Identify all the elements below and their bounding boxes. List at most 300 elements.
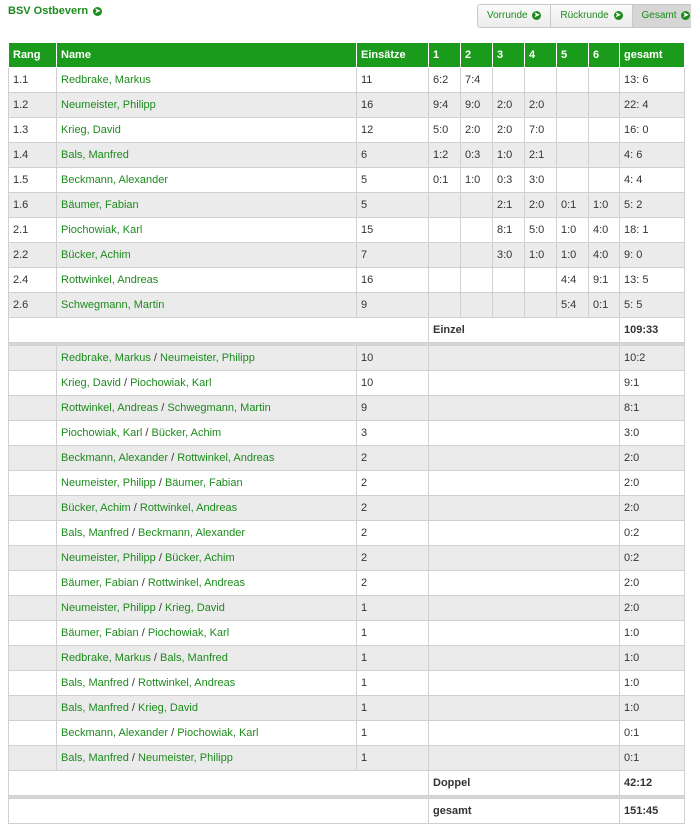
gesamt-cell: 22: 4 bbox=[620, 93, 685, 118]
round-6-cell: 4:0 bbox=[589, 243, 620, 268]
rank-cell: 1.4 bbox=[9, 143, 57, 168]
pair-separator: / bbox=[155, 602, 165, 614]
doubles-pair-cell bbox=[57, 671, 357, 696]
round-4-cell bbox=[525, 68, 557, 93]
rank-cell bbox=[9, 421, 57, 446]
rank-cell bbox=[9, 696, 57, 721]
col-header-6: 6 bbox=[589, 43, 620, 68]
round-3-cell bbox=[493, 293, 525, 318]
pair-separator: / bbox=[142, 427, 152, 439]
gesamt-cell: 13: 5 bbox=[620, 268, 685, 293]
round-4-cell: 7:0 bbox=[525, 118, 557, 143]
round-3-cell: 8:1 bbox=[493, 218, 525, 243]
col-header-2: 2 bbox=[461, 43, 493, 68]
player-link[interactable]: Piochowiak, Karl bbox=[130, 377, 212, 389]
col-header-einsaetze: Einsätze bbox=[357, 43, 429, 68]
summary-spacer bbox=[9, 799, 429, 824]
round-3-cell bbox=[493, 68, 525, 93]
round-3-cell: 0:3 bbox=[493, 168, 525, 193]
rank-cell bbox=[9, 621, 57, 646]
player-link[interactable]: Neumeister, Philipp bbox=[138, 752, 233, 764]
einsaetze-cell: 1 bbox=[357, 596, 429, 621]
summary-total: 42:12 bbox=[620, 771, 685, 796]
doubles-pair-cell bbox=[57, 521, 357, 546]
round-1-cell: 9:4 bbox=[429, 93, 461, 118]
round-3-cell bbox=[493, 268, 525, 293]
player-name-cell bbox=[57, 293, 357, 318]
table-row bbox=[9, 646, 685, 671]
pair-separator: / bbox=[155, 477, 165, 489]
rank-cell bbox=[9, 396, 57, 421]
gesamt-cell: 16: 0 bbox=[620, 118, 685, 143]
table-row bbox=[9, 293, 685, 318]
einsaetze-cell: 10 bbox=[357, 346, 429, 371]
table-row bbox=[9, 396, 685, 421]
col-header-1: 1 bbox=[429, 43, 461, 68]
round-6-cell bbox=[589, 143, 620, 168]
round-6-cell bbox=[589, 93, 620, 118]
col-header-name: Name bbox=[57, 43, 357, 68]
einsaetze-cell: 2 bbox=[357, 496, 429, 521]
round-6-cell: 1:0 bbox=[589, 193, 620, 218]
doubles-pair-cell bbox=[57, 396, 357, 421]
round-3-cell: 3:0 bbox=[493, 243, 525, 268]
table-row bbox=[9, 721, 685, 746]
round-4-cell: 5:0 bbox=[525, 218, 557, 243]
player-name-cell bbox=[57, 218, 357, 243]
doubles-pair-cell bbox=[57, 571, 357, 596]
round-1-cell: 5:0 bbox=[429, 118, 461, 143]
gesamt-cell: 9: 0 bbox=[620, 243, 685, 268]
round-4-cell: 1:0 bbox=[525, 243, 557, 268]
rank-cell: 1.6 bbox=[9, 193, 57, 218]
round-1-cell: 6:2 bbox=[429, 68, 461, 93]
player-link[interactable]: Piochowiak, Karl bbox=[147, 627, 230, 639]
pair-separator: / bbox=[138, 627, 148, 639]
rounds-blank-cell bbox=[429, 721, 620, 746]
player-link[interactable]: Bücker, Achim bbox=[151, 427, 222, 439]
doppel-summary-row bbox=[9, 771, 685, 796]
gesamt-cell: 0:2 bbox=[620, 521, 685, 546]
player-link[interactable]: Piochowiak, Karl bbox=[61, 224, 143, 236]
table-row bbox=[9, 596, 685, 621]
gesamt-cell: 13: 6 bbox=[620, 68, 685, 93]
rank-cell: 2.1 bbox=[9, 218, 57, 243]
round-5-cell bbox=[557, 168, 589, 193]
player-link[interactable]: Bäumer, Fabian bbox=[61, 577, 139, 589]
player-link[interactable]: Piochowiak, Karl bbox=[61, 427, 143, 439]
circle-arrow-right-icon: ➤ bbox=[682, 11, 689, 19]
player-link[interactable]: Bäumer, Fabian bbox=[61, 627, 139, 639]
table-row bbox=[9, 571, 685, 596]
table-row bbox=[9, 671, 685, 696]
pair-separator: / bbox=[120, 377, 131, 389]
rank-cell bbox=[9, 646, 57, 671]
player-link[interactable]: Neumeister, Philipp bbox=[61, 99, 156, 111]
round-5-cell bbox=[557, 68, 589, 93]
rounds-blank-cell bbox=[429, 546, 620, 571]
round-6-cell: 9:1 bbox=[589, 268, 620, 293]
table-header-row bbox=[9, 43, 685, 68]
einsaetze-cell: 1 bbox=[357, 721, 429, 746]
table-row bbox=[9, 143, 685, 168]
doubles-pair-cell bbox=[57, 446, 357, 471]
player-link[interactable]: Neumeister, Philipp bbox=[160, 352, 255, 364]
table-row bbox=[9, 421, 685, 446]
round-5-cell: 5:4 bbox=[557, 293, 589, 318]
rank-cell: 1.3 bbox=[9, 118, 57, 143]
player-link[interactable]: Piochowiak, Karl bbox=[177, 727, 259, 739]
round-1-cell bbox=[429, 268, 461, 293]
rank-cell bbox=[9, 521, 57, 546]
player-link[interactable]: Rottwinkel, Andreas bbox=[61, 274, 159, 286]
einsaetze-cell: 2 bbox=[357, 446, 429, 471]
player-link[interactable]: Rottwinkel, Andreas bbox=[61, 402, 159, 414]
gesamt-cell: 8:1 bbox=[620, 396, 685, 421]
round-4-cell: 2:0 bbox=[525, 193, 557, 218]
gesamt-cell: 4: 4 bbox=[620, 168, 685, 193]
rounds-blank-cell bbox=[429, 471, 620, 496]
table-row bbox=[9, 168, 685, 193]
einsaetze-cell: 9 bbox=[357, 396, 429, 421]
player-link[interactable]: Bals, Manfred bbox=[160, 652, 228, 664]
round-5-cell: 0:1 bbox=[557, 193, 589, 218]
gesamt-cell: 1:0 bbox=[620, 671, 685, 696]
einzel-summary-row bbox=[9, 318, 685, 343]
einsaetze-cell: 9 bbox=[357, 293, 429, 318]
rueckrunde-label: Rückrunde bbox=[560, 10, 609, 21]
player-name-cell bbox=[57, 118, 357, 143]
round-2-cell: 9:0 bbox=[461, 93, 493, 118]
table-body bbox=[9, 68, 685, 824]
player-link[interactable]: Rottwinkel, Andreas bbox=[177, 452, 275, 464]
pair-separator: / bbox=[158, 402, 168, 414]
player-name-cell bbox=[57, 68, 357, 93]
player-name-cell bbox=[57, 193, 357, 218]
player-link[interactable]: Neumeister, Philipp bbox=[61, 552, 156, 564]
einsaetze-cell: 2 bbox=[357, 471, 429, 496]
player-link[interactable]: Bals, Manfred bbox=[61, 702, 129, 714]
circle-arrow-right-icon: ➤ bbox=[533, 11, 540, 19]
einsaetze-cell: 1 bbox=[357, 746, 429, 771]
einsaetze-cell: 10 bbox=[357, 371, 429, 396]
einsaetze-cell: 3 bbox=[357, 421, 429, 446]
table-row bbox=[9, 68, 685, 93]
player-link[interactable]: Krieg, David bbox=[61, 124, 121, 136]
player-link[interactable]: Bals, Manfred bbox=[61, 527, 129, 539]
rank-cell: 2.6 bbox=[9, 293, 57, 318]
rank-cell bbox=[9, 471, 57, 496]
table-row bbox=[9, 371, 685, 396]
rounds-blank-cell bbox=[429, 521, 620, 546]
pair-separator: / bbox=[168, 452, 178, 464]
pair-separator: / bbox=[138, 577, 148, 589]
doubles-pair-cell bbox=[57, 621, 357, 646]
rounds-blank-cell bbox=[429, 671, 620, 696]
gesamt-cell: 5: 2 bbox=[620, 193, 685, 218]
rank-cell bbox=[9, 671, 57, 696]
player-link[interactable]: Beckmann, Alexander bbox=[61, 174, 169, 186]
rounds-blank-cell bbox=[429, 696, 620, 721]
player-link[interactable]: Bals, Manfred bbox=[61, 752, 129, 764]
gesamt-cell: 1:0 bbox=[620, 696, 685, 721]
doubles-pair-cell bbox=[57, 721, 357, 746]
rounds-blank-cell bbox=[429, 446, 620, 471]
doubles-pair-cell bbox=[57, 346, 357, 371]
player-link[interactable]: Redbrake, Markus bbox=[61, 74, 151, 86]
round-1-cell bbox=[429, 193, 461, 218]
rounds-blank-cell bbox=[429, 396, 620, 421]
team-name: BSV Ostbevern bbox=[8, 5, 89, 17]
gesamt-cell: 4: 6 bbox=[620, 143, 685, 168]
einsaetze-cell: 2 bbox=[357, 521, 429, 546]
einsaetze-cell: 5 bbox=[357, 168, 429, 193]
gesamt-cell: 2:0 bbox=[620, 571, 685, 596]
einsaetze-cell: 16 bbox=[357, 93, 429, 118]
round-selector bbox=[477, 4, 691, 28]
table-row bbox=[9, 621, 685, 646]
round-2-cell: 1:0 bbox=[461, 168, 493, 193]
player-link[interactable]: Neumeister, Philipp bbox=[61, 477, 156, 489]
pair-separator: / bbox=[155, 552, 165, 564]
rank-cell bbox=[9, 721, 57, 746]
player-link[interactable]: Krieg, David bbox=[164, 602, 225, 614]
rank-cell: 2.2 bbox=[9, 243, 57, 268]
rounds-blank-cell bbox=[429, 646, 620, 671]
rank-cell: 1.2 bbox=[9, 93, 57, 118]
vorrunde-button[interactable] bbox=[478, 5, 550, 27]
rounds-blank-cell bbox=[429, 596, 620, 621]
table-row bbox=[9, 471, 685, 496]
einsaetze-cell: 7 bbox=[357, 243, 429, 268]
round-1-cell bbox=[429, 218, 461, 243]
player-link[interactable]: Beckmann, Alexander bbox=[138, 527, 246, 539]
table-row bbox=[9, 243, 685, 268]
player-name-cell bbox=[57, 243, 357, 268]
team-title-link[interactable] bbox=[8, 5, 102, 17]
player-link[interactable]: Bäumer, Fabian bbox=[164, 477, 243, 489]
gesamt-cell: 9:1 bbox=[620, 371, 685, 396]
rank-cell bbox=[9, 571, 57, 596]
player-name-cell bbox=[57, 168, 357, 193]
player-stats-table bbox=[8, 42, 685, 824]
rounds-blank-cell bbox=[429, 571, 620, 596]
summary-spacer bbox=[9, 318, 429, 343]
table-row bbox=[9, 118, 685, 143]
pair-separator: / bbox=[128, 752, 139, 764]
table-row bbox=[9, 496, 685, 521]
einsaetze-cell: 11 bbox=[357, 68, 429, 93]
col-header-4: 4 bbox=[525, 43, 557, 68]
einsaetze-cell: 1 bbox=[357, 696, 429, 721]
pair-separator: / bbox=[128, 677, 139, 689]
gesamt-cell: 2:0 bbox=[620, 471, 685, 496]
round-3-cell: 2:0 bbox=[493, 93, 525, 118]
table-row bbox=[9, 93, 685, 118]
gesamt-cell: 3:0 bbox=[620, 421, 685, 446]
col-header-rang: Rang bbox=[9, 43, 57, 68]
summary-label: Doppel bbox=[429, 771, 620, 796]
pair-separator: / bbox=[150, 652, 161, 664]
summary-label: gesamt bbox=[429, 799, 620, 824]
pair-separator: / bbox=[150, 352, 161, 364]
gesamt-summary-row bbox=[9, 799, 685, 824]
player-name-cell bbox=[57, 93, 357, 118]
player-name-cell bbox=[57, 143, 357, 168]
round-5-cell bbox=[557, 143, 589, 168]
einsaetze-cell: 6 bbox=[357, 143, 429, 168]
rank-cell bbox=[9, 746, 57, 771]
doubles-pair-cell bbox=[57, 471, 357, 496]
table-row bbox=[9, 446, 685, 471]
rounds-blank-cell bbox=[429, 746, 620, 771]
rounds-blank-cell bbox=[429, 346, 620, 371]
summary-total: 151:45 bbox=[620, 799, 685, 824]
einsaetze-cell: 1 bbox=[357, 621, 429, 646]
rueckrunde-button[interactable] bbox=[550, 5, 631, 27]
einsaetze-cell: 2 bbox=[357, 546, 429, 571]
rank-cell: 2.4 bbox=[9, 268, 57, 293]
round-5-cell bbox=[557, 118, 589, 143]
player-link[interactable]: Krieg, David bbox=[61, 377, 121, 389]
table-row bbox=[9, 218, 685, 243]
table-row bbox=[9, 521, 685, 546]
rank-cell bbox=[9, 546, 57, 571]
gesamt-cell: 5: 5 bbox=[620, 293, 685, 318]
round-4-cell: 2:0 bbox=[525, 93, 557, 118]
table-row bbox=[9, 746, 685, 771]
round-2-cell bbox=[461, 268, 493, 293]
einsaetze-cell: 5 bbox=[357, 193, 429, 218]
rounds-blank-cell bbox=[429, 421, 620, 446]
rounds-blank-cell bbox=[429, 496, 620, 521]
summary-total: 109:33 bbox=[620, 318, 685, 343]
circle-arrow-right-icon: ➤ bbox=[94, 7, 101, 15]
table-row bbox=[9, 346, 685, 371]
round-1-cell: 0:1 bbox=[429, 168, 461, 193]
player-link[interactable]: Bücker, Achim bbox=[164, 552, 235, 564]
player-link[interactable]: Rottwinkel, Andreas bbox=[138, 677, 236, 689]
player-link[interactable]: Rottwinkel, Andreas bbox=[139, 502, 238, 514]
round-3-cell: 2:0 bbox=[493, 118, 525, 143]
rank-cell bbox=[9, 496, 57, 521]
gesamt-cell: 2:0 bbox=[620, 496, 685, 521]
player-link[interactable]: Beckmann, Alexander bbox=[61, 452, 169, 464]
col-header-3: 3 bbox=[493, 43, 525, 68]
doubles-pair-cell bbox=[57, 696, 357, 721]
summary-spacer bbox=[9, 771, 429, 796]
round-6-cell: 0:1 bbox=[589, 293, 620, 318]
round-4-cell: 3:0 bbox=[525, 168, 557, 193]
round-6-cell bbox=[589, 168, 620, 193]
gesamt-cell: 0:1 bbox=[620, 721, 685, 746]
player-link[interactable]: Schwegmann, Martin bbox=[61, 299, 165, 311]
rank-cell: 1.5 bbox=[9, 168, 57, 193]
round-3-cell: 2:1 bbox=[493, 193, 525, 218]
gesamt-cell: 10:2 bbox=[620, 346, 685, 371]
doubles-pair-cell bbox=[57, 596, 357, 621]
round-5-cell: 4:4 bbox=[557, 268, 589, 293]
round-2-cell bbox=[461, 218, 493, 243]
player-link[interactable]: Beckmann, Alexander bbox=[61, 727, 169, 739]
round-2-cell: 7:4 bbox=[461, 68, 493, 93]
player-link[interactable]: Krieg, David bbox=[138, 702, 198, 714]
doubles-pair-cell bbox=[57, 746, 357, 771]
round-4-cell bbox=[525, 268, 557, 293]
player-link[interactable]: Redbrake, Markus bbox=[61, 352, 151, 364]
player-link[interactable]: Redbrake, Markus bbox=[61, 652, 151, 664]
gesamt-cell: 2:0 bbox=[620, 596, 685, 621]
round-3-cell: 1:0 bbox=[493, 143, 525, 168]
rank-cell bbox=[9, 371, 57, 396]
gesamt-cell: 18: 1 bbox=[620, 218, 685, 243]
gesamt-button[interactable] bbox=[632, 5, 691, 27]
doubles-pair-cell bbox=[57, 546, 357, 571]
einsaetze-cell: 2 bbox=[357, 571, 429, 596]
round-6-cell: 4:0 bbox=[589, 218, 620, 243]
pair-separator: / bbox=[128, 527, 139, 539]
round-5-cell bbox=[557, 93, 589, 118]
gesamt-label: Gesamt bbox=[641, 10, 677, 21]
einsaetze-cell: 16 bbox=[357, 268, 429, 293]
table-row bbox=[9, 696, 685, 721]
rounds-blank-cell bbox=[429, 621, 620, 646]
gesamt-cell: 1:0 bbox=[620, 621, 685, 646]
circle-arrow-right-icon: ➤ bbox=[615, 11, 621, 19]
round-2-cell: 2:0 bbox=[461, 118, 493, 143]
player-link[interactable]: Rottwinkel, Andreas bbox=[147, 577, 246, 589]
gesamt-cell: 1:0 bbox=[620, 646, 685, 671]
player-link[interactable]: Schwegmann, Martin bbox=[167, 402, 271, 414]
doubles-pair-cell bbox=[57, 371, 357, 396]
player-link[interactable]: Bals, Manfred bbox=[61, 677, 129, 689]
doubles-pair-cell bbox=[57, 421, 357, 446]
round-6-cell bbox=[589, 68, 620, 93]
round-5-cell: 1:0 bbox=[557, 243, 589, 268]
player-link[interactable]: Neumeister, Philipp bbox=[61, 602, 156, 614]
player-link[interactable]: Bals, Manfred bbox=[61, 149, 129, 161]
vorrunde-label: Vorrunde bbox=[487, 10, 528, 21]
player-link[interactable]: Bäumer, Fabian bbox=[61, 199, 139, 211]
rank-cell bbox=[9, 446, 57, 471]
player-link[interactable]: Bücker, Achim bbox=[61, 249, 131, 261]
einsaetze-cell: 1 bbox=[357, 671, 429, 696]
einsaetze-cell: 12 bbox=[357, 118, 429, 143]
rank-cell bbox=[9, 346, 57, 371]
pair-separator: / bbox=[130, 502, 140, 514]
round-4-cell: 2:1 bbox=[525, 143, 557, 168]
table-row bbox=[9, 268, 685, 293]
table-row bbox=[9, 193, 685, 218]
round-2-cell bbox=[461, 293, 493, 318]
gesamt-cell: 0:1 bbox=[620, 746, 685, 771]
round-5-cell: 1:0 bbox=[557, 218, 589, 243]
round-2-cell bbox=[461, 243, 493, 268]
player-name-cell bbox=[57, 268, 357, 293]
round-1-cell bbox=[429, 243, 461, 268]
table-row bbox=[9, 546, 685, 571]
round-2-cell: 0:3 bbox=[461, 143, 493, 168]
round-1-cell bbox=[429, 293, 461, 318]
pair-separator: / bbox=[168, 727, 178, 739]
col-header-5: 5 bbox=[557, 43, 589, 68]
round-2-cell bbox=[461, 193, 493, 218]
summary-label: Einzel bbox=[429, 318, 620, 343]
doubles-pair-cell bbox=[57, 496, 357, 521]
round-1-cell: 1:2 bbox=[429, 143, 461, 168]
player-link[interactable]: Bücker, Achim bbox=[61, 502, 131, 514]
einsaetze-cell: 1 bbox=[357, 646, 429, 671]
